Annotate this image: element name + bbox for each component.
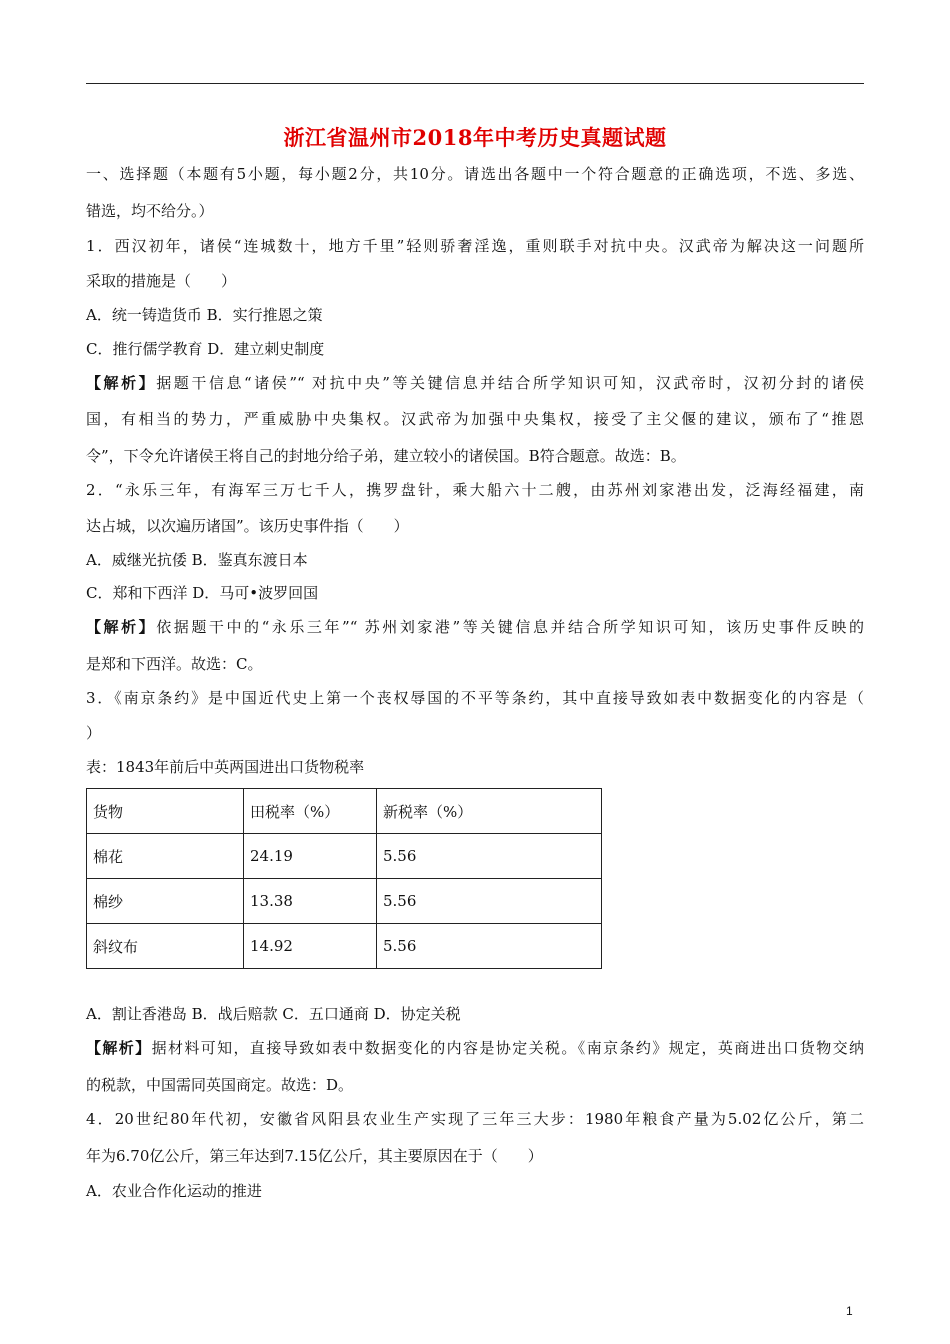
- q3-option-line-1: A．割让香港岛 B．战后赔款 C．五口通商 D．协定关税: [86, 1005, 461, 1023]
- table-cell: 5.56: [377, 879, 602, 924]
- q4-stem-line-2: 年为6.70亿公斤，第三年达到7.15亿公斤，其主要原因在于（ ）: [86, 1147, 543, 1165]
- table-header-cell: 田税率（%）: [244, 789, 377, 834]
- q1-stem-line-1: 1．西汉初年，诸侯“连城数十，地方千里”轻则骄奢淫逸，重则联手对抗中央。汉武帝为解决这一问题所: [86, 237, 864, 255]
- q1-analysis-line-1: [86, 372, 864, 394]
- table-cell: 14.92: [244, 924, 377, 969]
- q3-analysis-line-2: 的税款，中国需同英国商定。故选：D。: [86, 1076, 354, 1094]
- table-cell: 24.19: [244, 834, 377, 879]
- q1-stem-line-2: 采取的措施是（ ）: [86, 272, 237, 290]
- table-cell: 5.56: [377, 924, 602, 969]
- q1-analysis-tag: 【解析】: [86, 374, 157, 392]
- table-row: [87, 924, 602, 969]
- q2-analysis-line-2: 是郑和下西洋。故选：C。: [86, 655, 263, 673]
- q3-analysis-line-1: [86, 1037, 864, 1059]
- q1-option-line-2: C．推行儒学教育 D．建立刺史制度: [86, 340, 325, 358]
- table-header-cell: 货物: [87, 789, 244, 834]
- q3-table-caption: 表：1843年前后中英两国进出口货物税率: [86, 758, 365, 776]
- q3-stem-line-1: 3．《南京条约》是中国近代史上第一个丧权辱国的不平等条约，其中直接导致如表中数据变化的内容是（: [86, 689, 864, 707]
- q4-option-line-1: A．农业合作化运动的推进: [86, 1182, 262, 1200]
- q1-option-line-1: A．统一铸造货币 B．实行推恩之策: [86, 306, 323, 324]
- page-title: 浙江省温州市2018年中考历史真题试题: [283, 125, 667, 150]
- table-cell: 棉花: [87, 834, 244, 879]
- page-number: 1: [846, 1304, 853, 1318]
- header-rule: [86, 83, 864, 84]
- q3-analysis-text-1: 据材料可知，直接导致如表中数据变化的内容是协定关税。《南京条约》规定，英商进出口货物交纳: [151, 1039, 864, 1057]
- section-header-line-2: 错选，均不给分。）: [86, 202, 214, 220]
- table-header-cell: 新税率（%）: [377, 789, 602, 834]
- tax-rate-table: [86, 788, 602, 969]
- q3-stem-line-2: ）: [86, 724, 102, 742]
- q2-analysis-tag: 【解析】: [86, 618, 157, 636]
- q2-analysis-line-1: [86, 616, 864, 638]
- q2-option-line-1: A．威继光抗倭 B．鉴真东渡日本: [86, 551, 308, 569]
- q2-analysis-text-1: 依据题干中的“永乐三年”“ 苏州刘家港”等关键信息并结合所学知识可知，该历史事件反映的: [156, 618, 864, 636]
- table-row: [87, 834, 602, 879]
- q2-option-line-2: C．郑和下西洋 D．马可•波罗回国: [86, 584, 319, 602]
- q2-stem-line-1: 2．“永乐三年，有海军三万七千人，携罗盘针，乘大船六十二艘，由苏州刘家港出发，泛海经福建，南: [86, 481, 864, 499]
- table-row: [87, 879, 602, 924]
- table-header-row: [87, 789, 602, 834]
- q4-stem-line-1: 4．20世纪80年代初，安徽省风阳县农业生产实现了三年三大步：1980年粮食产量为5.02亿公斤，第二: [86, 1110, 864, 1128]
- section-header-line-1: 一、选择题（本题有5小题，每小题2分，共10分。请选出各题中一个符合题意的正确选项，不选、多选、: [86, 165, 864, 183]
- table-cell: 棉纱: [87, 879, 244, 924]
- q2-stem-line-2: 达占城，以次遍历诸国”。该历史事件指（ ）: [86, 517, 409, 535]
- table-cell: 5.56: [377, 834, 602, 879]
- q1-analysis-line-2: 国，有相当的势力，严重威胁中央集权。汉武帝为加强中央集权，接受了主父偃的建议，颁布了“推恩: [86, 410, 864, 428]
- q1-analysis-text-1: 据题干信息“诸侯”“ 对抗中央”等关键信息并结合所学知识可知，汉武帝时，汉初分封的诸侯: [156, 374, 864, 392]
- q1-analysis-line-3: 令”，下令允许诸侯王将自己的封地分给子弟，建立较小的诸侯国。B符合题意。故选：B。: [86, 447, 686, 465]
- table-cell: 13.38: [244, 879, 377, 924]
- q3-analysis-tag: 【解析】: [86, 1039, 152, 1057]
- table-cell: 斜纹布: [87, 924, 244, 969]
